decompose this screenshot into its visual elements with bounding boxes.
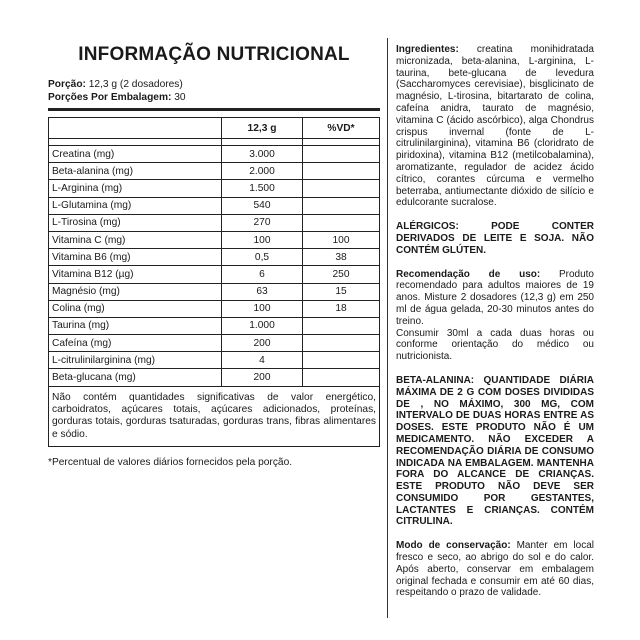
nutrient-vd: [303, 352, 380, 369]
recommendation-section: [396, 269, 594, 363]
table-row: [49, 146, 380, 163]
nutrient-name: Beta-glucana (mg): [49, 369, 222, 386]
recommendation-text: Produto recomendado para adultos maiores de 19 anos. Misture 2 dosadores (12,3 g) em 250 ml de água gelada, 20-30 minutos antes do treino.: [396, 268, 594, 327]
storage-text: Manter em local fresco e seco, ao abrigo do sol e do calor. Após aberto, conservar em embalagem original fechada e consumir em até 60 dias, respeitando o prazo de validade.: [396, 540, 595, 599]
servings-per-pack-line: [48, 91, 380, 104]
nutrient-name: Magnésio (mg): [49, 283, 222, 300]
storage-label: Modo de conservação:: [396, 540, 511, 552]
nutrient-vd: 38: [303, 249, 380, 266]
warning-section: BETA-ALANINA: QUANTIDADE DIÁRIA MÁXIMA DE 2 G COM DOSES DIVIDIDAS DE , NO MÁXIMO, 300 MG, COM INTERVALO DE DUAS HORAS ENTRE AS DOSES. ESTE PRODUTO NÃO É UM MEDICAMENTO. NÃO EXCEDER A RECOMENDAÇÃO DIÁRIA DE CONSUMO INDICADA NA EMBALAGEM. MANTENHA FORA DO ALCANCE DE CRIANÇAS. ESTE PRODUTO NÃO DEVE SER CONSUMIDO POR GESTANTES, LACTANTES E CRIANÇAS. CONTÉM CITRULINA.: [396, 374, 594, 528]
table-header-vd: %VD*: [303, 118, 380, 139]
table-row: [49, 266, 380, 283]
portion-label: Porção:: [48, 79, 86, 90]
table-header-amount: 12,3 g: [222, 118, 303, 139]
storage-section: [396, 540, 594, 599]
ingredients-label: Ingredientes:: [396, 44, 459, 55]
nutrient-vd: [303, 197, 380, 214]
nutrient-amount: 200: [222, 369, 303, 386]
nutrient-amount: 63: [222, 283, 303, 300]
vd-footnote: *Percentual de valores diários fornecidos pela porção.: [48, 456, 293, 468]
servings-per-pack-value: 30: [171, 92, 186, 103]
nutrient-name: Creatina (mg): [49, 146, 222, 163]
nutrient-name: Vitamina C (mg): [49, 231, 222, 248]
nutrient-amount: 270: [222, 214, 303, 231]
nutrient-amount: 6: [222, 266, 303, 283]
table-row: [49, 163, 380, 180]
table-row: [49, 180, 380, 197]
nutrient-name: L-citrulinilarginina (mg): [49, 352, 222, 369]
nutrient-name: L-Arginina (mg): [49, 180, 222, 197]
ingredients-text: creatina monihidratada micronizada, beta-alanina, L-arginina, L-taurina, bete-glucana de levedura (Saccharomyces cerevisiae), bisglicinato de magnésio, L-tirosina, bitartarato de colina, cafeína anidra, taurato de magnésio, vitamina C (ácido ascórbico), alga Chondrus crispus invernal (fonte de L-citrulinilarginina), vitamina B6 (cloridrato de piridoxina), vitamina B12 (metilcobalamina), aromatizante, regulador de acidez ácido cítrico, corantes cúrcuma e vermelho beterraba, antiumectante dióxido de silício e edulcorante sucralose.: [396, 44, 594, 209]
nutrient-name: L-Tirosina (mg): [49, 214, 222, 231]
header-rule: [48, 108, 380, 111]
table-row: [49, 283, 380, 300]
spacer-cell: [303, 139, 380, 146]
nutrient-name: Cafeína (mg): [49, 335, 222, 352]
nutrient-name: Beta-alanina (mg): [49, 163, 222, 180]
page-title: INFORMAÇÃO NUTRICIONAL: [78, 44, 350, 65]
table-note: Não contém quantidades significativas de valor energético, carboidratos, açúcares totais, açúcares adicionados, proteínas, gorduras totais, gorduras tsaturadas, gorduras trans, fibras alimentares e sódio.: [49, 386, 380, 446]
nutrient-amount: 3.000: [222, 146, 303, 163]
nutrient-vd: 15: [303, 283, 380, 300]
nutrient-amount: 4: [222, 352, 303, 369]
table-header-row: [49, 118, 380, 139]
nutrient-amount: 100: [222, 300, 303, 317]
table-spacer-row: [49, 139, 380, 146]
table-row: [49, 317, 380, 334]
column-divider: [387, 38, 388, 618]
nutrient-vd: [303, 214, 380, 231]
nutrient-name: Vitamina B6 (mg): [49, 249, 222, 266]
servings-per-pack-label: Porções Por Embalagem:: [48, 92, 172, 103]
allergens-section: ALÉRGICOS: PODE CONTER DERIVADOS DE LEITE E SOJA. NÃO CONTÉM GLÚTEN.: [396, 221, 594, 256]
nutrient-amount: 100: [222, 231, 303, 248]
nutrient-name: Colina (mg): [49, 300, 222, 317]
product-info-column: [396, 44, 594, 611]
table-row: [49, 231, 380, 248]
nutrient-vd: [303, 317, 380, 334]
table-row: [49, 335, 380, 352]
nutrient-vd: 250: [303, 266, 380, 283]
recommendation-label: Recomendação de uso:: [396, 268, 541, 280]
spacer-cell: [222, 139, 303, 146]
table-note-row: [49, 386, 380, 446]
nutrient-vd: [303, 163, 380, 180]
nutrient-vd: [303, 369, 380, 386]
nutrient-amount: 1.500: [222, 180, 303, 197]
nutrient-amount: 0,5: [222, 249, 303, 266]
nutrient-vd: [303, 335, 380, 352]
nutrient-vd: 100: [303, 231, 380, 248]
table-row: [49, 369, 380, 386]
serving-info: [48, 78, 380, 104]
nutrient-vd: [303, 146, 380, 163]
nutrient-amount: 2.000: [222, 163, 303, 180]
spacer-cell: [49, 139, 222, 146]
ingredients-section: [396, 44, 594, 209]
portion-value: 12,3 g (2 dosadores): [85, 79, 183, 90]
nutrient-amount: 200: [222, 335, 303, 352]
table-row: [49, 214, 380, 231]
portion-line: [48, 78, 380, 91]
nutrient-name: L-Glutamina (mg): [49, 197, 222, 214]
nutrient-vd: [303, 180, 380, 197]
nutrient-name: Vitamina B12 (µg): [49, 266, 222, 283]
nutrient-vd: 18: [303, 300, 380, 317]
nutrition-panel: [48, 44, 380, 468]
nutrient-amount: 1.000: [222, 317, 303, 334]
recommendation-text-2: Consumir 30ml a cada duas horas ou conforme orientação do médico ou nutricionista.: [396, 327, 594, 363]
table-row: [49, 352, 380, 369]
nutrition-table: [48, 117, 380, 447]
table-header-name: [49, 118, 222, 139]
nutrient-name: Taurina (mg): [49, 317, 222, 334]
nutrient-amount: 540: [222, 197, 303, 214]
table-row: [49, 300, 380, 317]
table-row: [49, 197, 380, 214]
table-row: [49, 249, 380, 266]
